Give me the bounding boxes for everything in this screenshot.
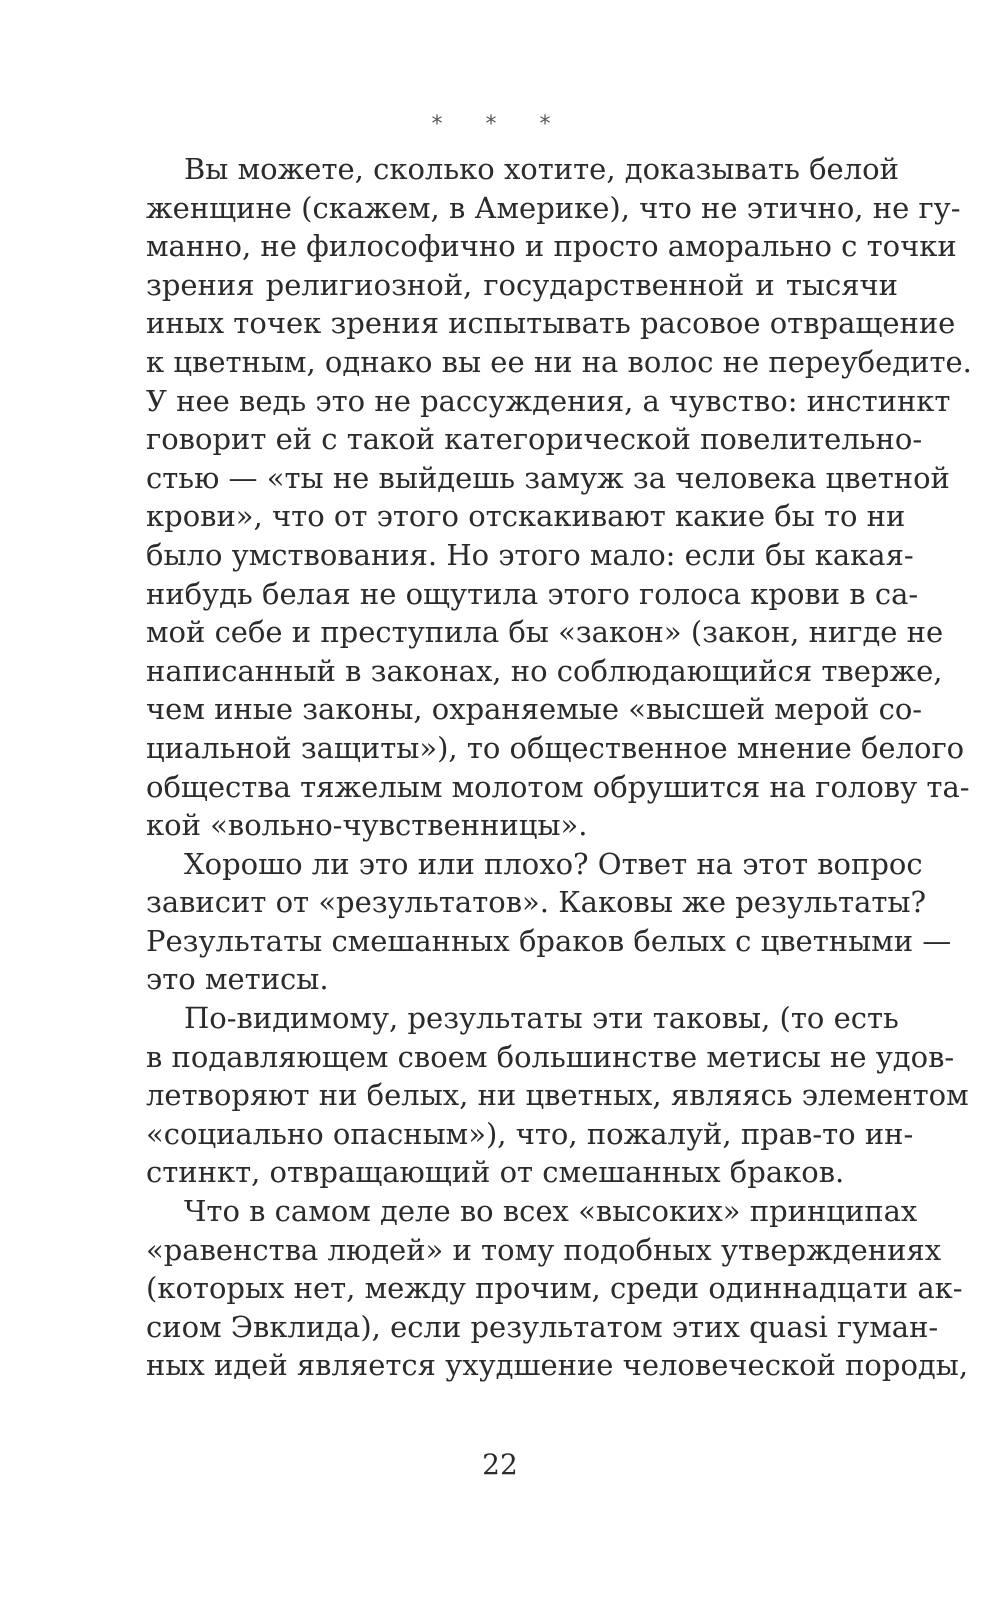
- body-text: [146, 150, 972, 1385]
- text-line: По-видимому, результаты эти таковы, (то есть: [184, 1001, 899, 1036]
- text-line: в подавляющем своем большинстве метисы не удов-: [146, 1039, 955, 1074]
- text-line: «равенства людей» и тому подобных утверждениях: [146, 1232, 942, 1267]
- text-line: стинкт, отвращающий от смешанных браков.: [146, 1155, 845, 1190]
- text-line: нибудь белая не ощутила этого голоса крови в са-: [146, 576, 919, 611]
- text-line: ных идей является ухудшение человеческой породы,: [146, 1348, 969, 1383]
- section-separator: * * *: [431, 112, 569, 137]
- text-line: написанный в законах, но соблюдающийся тверже,: [146, 653, 943, 688]
- text-line: было умствования. Но этого мало: если бы какая-: [146, 537, 914, 572]
- text-line: «социально опасным»), что, пожалуй, прав-то ин-: [146, 1116, 914, 1151]
- text-line: крови», что от этого отскакивают какие бы то ни: [146, 499, 906, 534]
- text-line: стью — «ты не выйдешь замуж за человека цветной: [146, 460, 950, 495]
- text-line: Хорошо ли это или плохо? Ответ на этот вопрос: [184, 846, 923, 881]
- text-line: иных точек зрения испытывать расовое отвращение: [146, 306, 956, 341]
- text-line: Вы можете, сколько хотите, доказывать белой: [184, 152, 899, 186]
- text-line: Что в самом деле во всех «высоких» принципах: [184, 1194, 918, 1229]
- text-line: (которых нет, между прочим, среди одиннадцати ак-: [146, 1271, 963, 1306]
- text-line: зрения религиозной, государственной и тысячи: [146, 267, 898, 302]
- text-line: сиом Эвклида), если результатом этих quasi гуман-: [146, 1309, 939, 1344]
- text-line: чем иные законы, охраняемые «высшей мерой со-: [146, 692, 923, 727]
- text-line: к цветным, однако вы ее ни на волос не переубедите.: [146, 344, 972, 379]
- text-line: говорит ей с такой категорической повелительно-: [146, 422, 923, 457]
- text-line: кой «вольно-чувственницы».: [146, 808, 588, 843]
- text-line: У нее ведь это не рассуждения, а чувство: инстинкт: [146, 383, 951, 418]
- text-line: циальной защиты»), то общественное мнение белого: [146, 730, 965, 765]
- text-line: Результаты смешанных браков белых с цветными —: [146, 923, 952, 958]
- text-line: женщине (скажем, в Америке), что не этично, не гу-: [146, 190, 961, 225]
- text-line: зависит от «результатов». Каковы же результаты?: [146, 885, 927, 920]
- page-number: 22: [482, 1448, 518, 1481]
- text-line: мой себе и преступила бы «закон» (закон, нигде не: [146, 615, 944, 650]
- text-line: общества тяжелым молотом обрушится на голову та-: [146, 769, 970, 804]
- text-line: манно, не философично и просто аморально с точки: [146, 229, 957, 264]
- text-line: летворяют ни белых, ни цветных, являясь элементом: [146, 1078, 969, 1113]
- text-line: это метисы.: [146, 962, 329, 997]
